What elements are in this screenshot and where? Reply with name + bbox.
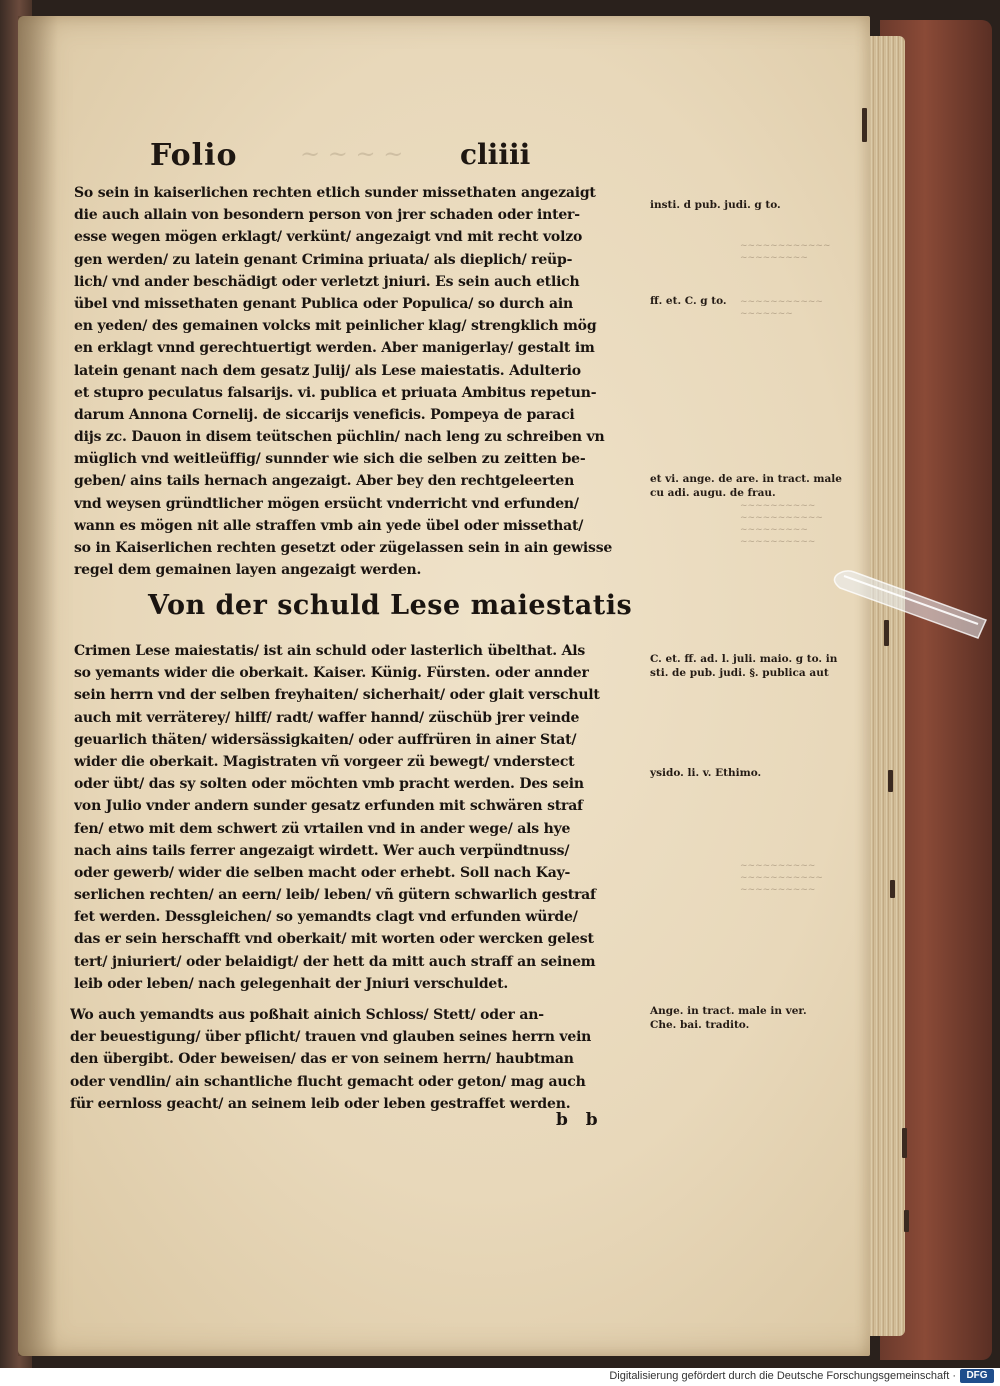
marginal-note-line: insti. d pub. judi. g to. xyxy=(650,199,781,211)
text-line: regel dem gemainen layen angezaigt werden. xyxy=(74,562,422,579)
text-line: übel vnd missethaten genant Publica oder Populica/ so durch ain xyxy=(74,295,574,312)
text-line: darum Annona Cornelij. de siccarijs veneficis. Pompeya de paraci xyxy=(74,406,575,423)
marginal-note-line: Che. bai. tradito. xyxy=(650,1019,750,1031)
text-line: müglich vnd weitleüffig/ sunnder wie sich die selben zu zeitten be- xyxy=(74,451,586,468)
text-line: so in Kaiserlichen rechten gesetzt oder zügelassen sein in ain gewisse xyxy=(74,540,613,556)
text-line: lich/ vnd ander beschädigt oder verletzt jniuri. Es sein auch etlich xyxy=(74,273,580,290)
footer-credit: Digitalisierung gefördert durch die Deutsche Forschungsgemeinschaft · xyxy=(609,1370,956,1382)
text-line: serlichen rechten/ an eern/ leib/ leben/ vñ gütern schwarlich gestraf xyxy=(74,887,596,904)
marginal-note-line: ysido. li. v. Ethimo. xyxy=(650,767,762,779)
folio-number: cliiii xyxy=(460,138,531,171)
text-line: das er sein herschafft vnd oberkait/ mit worten oder wercken gelest xyxy=(74,931,594,948)
text-line: für eernloss geacht/ an seinem leib oder leben gestraffet werden. xyxy=(70,1095,571,1112)
running-head xyxy=(150,138,530,178)
text-line: geuarlich thäten/ widersässigkaiten/ oder auffrüren in ainer Stat/ xyxy=(74,731,577,748)
text-line: nach ains tails ferrer angezaigt wirdett. Wer auch verpündtnuss/ xyxy=(74,842,570,859)
marginal-note-line: sti. de pub. judi. §. publica aut xyxy=(650,667,829,679)
marginal-note-line: cu adi. augu. de frau. xyxy=(650,487,776,499)
text-line: leib oder leben/ nach gelegenhait der Jniuri verschuldet. xyxy=(74,975,509,992)
text-line: Crimen Lese maiestatis/ ist ain schuld oder lasterlich übelthat. Als xyxy=(74,643,586,659)
main-paragraph xyxy=(74,640,626,995)
text-line: latein genant nach dem gesatz Julij/ als Lese maiestatis. Adulterio xyxy=(74,362,581,379)
marginal-note-line: C. et. ff. ad. l. juli. maio. g to. in xyxy=(650,653,838,665)
text-line: tert/ jniuriert/ oder belaidigt/ der hett da mitt auch straff an seinem xyxy=(74,953,596,970)
marginal-note xyxy=(650,198,800,212)
text-line: oder gewerb/ wider die selben macht oder erhebt. Soll nach Kay- xyxy=(74,864,571,881)
text-line: sein herrn vnd der selben freyhaiten/ sicherhait/ oder glait verschult xyxy=(74,687,600,704)
marginal-note xyxy=(650,294,800,308)
glass-pointer xyxy=(828,560,988,660)
gutter-shadow xyxy=(18,16,58,1356)
section-heading: Von der schuld Lese maiestatis xyxy=(148,590,633,621)
text-line: wider die oberkait. Magistraten vñ vorgeer zü bewegt/ vnderstect xyxy=(74,753,575,770)
marginal-note xyxy=(650,1004,807,1032)
show-through-notes: ~~~~~~~~~~~~ ~~~~~~~~~ xyxy=(740,241,831,263)
text-line: den übergibt. Oder beweisen/ das er von seinem herrn/ haubtman xyxy=(70,1051,574,1068)
show-through-head: ~ ~ ~ ~ xyxy=(300,140,404,168)
text-line: Wo auch yemandts aus poßhait ainich Schloss/ Stett/ oder an- xyxy=(70,1007,544,1023)
text-line: gen werden/ zu latein genant Crimina priuata/ als dieplich/ reüp- xyxy=(74,251,573,268)
text-line: esse wegen mögen erklagt/ verkünt/ angezaigt vnd mit recht volzo xyxy=(74,229,583,246)
marginal-note xyxy=(650,652,838,680)
marginal-note-line: et vi. ange. de are. in tract. male xyxy=(650,473,842,485)
text-line: So sein in kaiserlichen rechten etlich sunder missethaten angezaigt xyxy=(74,185,596,201)
text-line: oder übt/ das sy solten oder möchten vmb pracht werden. Des sein xyxy=(74,776,584,793)
marginal-note xyxy=(650,472,842,500)
page-tab xyxy=(904,1210,909,1232)
show-through-notes: ~~~~~~~~~~ ~~~~~~~~~~~ ~~~~~~~~~~ xyxy=(740,861,823,895)
show-through-notes: ~~~~~~~~~~ ~~~~~~~~~~~ ~~~~~~~~~ ~~~~~~~~~~ xyxy=(740,501,823,547)
text-line: dijs zc. Dauon in disem teütschen püchlin/ nach leng zu schreiben vn xyxy=(74,429,605,446)
text-line: von Julio vnder andern sunder gesatz erfunden mit schwären straf xyxy=(74,798,583,815)
page-tab xyxy=(890,880,895,898)
page-tab xyxy=(902,1128,907,1158)
text-line: fet werden. Dessgleichen/ so yemandts clagt vnd erfunden würde/ xyxy=(74,909,578,926)
marginal-note-line: Ange. in tract. male in ver. xyxy=(650,1005,807,1017)
text-line: wann es mögen nit alle straffen vmb ain yede übel oder missethat/ xyxy=(74,517,584,534)
show-through-notes: ~~~~~~~~~~~ ~~~~~~~ xyxy=(740,297,823,319)
final-paragraph xyxy=(70,1004,626,1115)
page-tab xyxy=(888,770,893,792)
text-line: fen/ etwo mit dem schwert zü vrtailen vnd in ander wege/ als hye xyxy=(74,820,571,837)
text-line: geben/ ains tails hernach angezaigt. Aber bey den rechtgeleerten xyxy=(74,473,575,490)
text-line: en erklagt vnnd gerechtuertigt werden. Aber manigerlay/ gestalt im xyxy=(74,340,595,357)
text-line: vnd weysen gründtlicher mögen ersücht vnderricht vnd erfunden/ xyxy=(74,495,579,512)
text-line: en yeden/ des gemainen volcks mit peinlicher klag/ strengklich mög xyxy=(74,318,597,335)
folio-label: Folio xyxy=(150,138,238,173)
text-line: auch mit verräterey/ hilff/ radt/ waffer hannd/ züschüb jrer veinde xyxy=(74,709,580,726)
marginal-note xyxy=(650,766,800,780)
page-tab xyxy=(862,108,867,142)
text-line: so yemants wider die oberkait. Kaiser. Künig. Fürsten. oder annder xyxy=(74,665,589,682)
text-line: die auch allain von besondern person von jrer schaden oder inter- xyxy=(74,207,580,224)
dfg-logo: DFG xyxy=(960,1369,994,1383)
text-line: der beuestigung/ über pflicht/ trauen vnd glauben seines herrn vein xyxy=(70,1029,592,1046)
marginal-note-line: ff. et. C. g to. xyxy=(650,295,727,307)
text-line: et stupro peculatus falsarijs. vi. publica et priuata Ambitus repetun- xyxy=(74,384,597,401)
signature-mark: b b xyxy=(556,1110,604,1130)
intro-paragraph xyxy=(74,182,626,581)
text-line: oder vendlin/ ain schantliche flucht gemacht oder geton/ mag auch xyxy=(70,1073,586,1090)
